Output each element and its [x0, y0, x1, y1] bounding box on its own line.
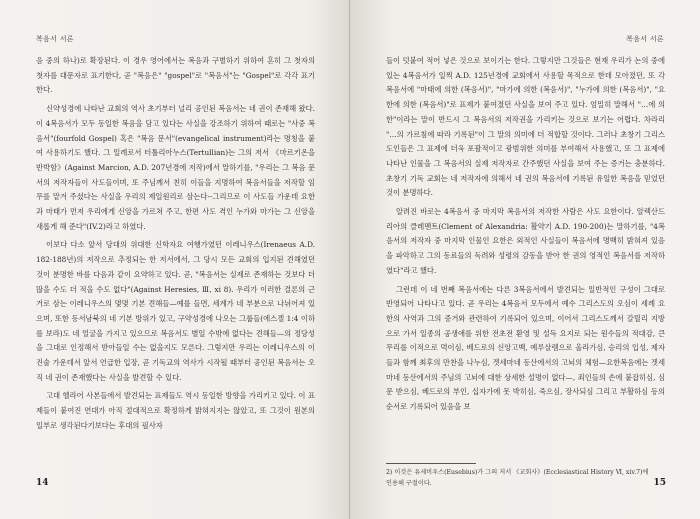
page-body: [36, 54, 315, 438]
page-body: [386, 54, 665, 419]
page-number: 14: [36, 478, 49, 488]
right-page: [350, 0, 700, 519]
paragraph: 음 중의 하나)로 확장된다. 이 경우 영어에서는 복음과 구별하기 위하여 흔히 그 첫자의 첫자를 대문자로 표기한다, 곧 "복음은" "gospel"로 "복음서"는 "Gospel"로 각각 표기한다.: [36, 56, 315, 95]
page-number: 15: [653, 478, 666, 488]
running-header: 복음서 서론: [36, 35, 74, 43]
paragraph: 그런데 이 네 번째 복음서에는 다른 3복음서에서 발견되는 일반적인 구성이 그대로 반영되어 나타나고 있다. 곧 우리는 4복음서 모두에서 예수 그리스도의 오심이 세례 요한의 사역과 그의 증거와 관련하여 기록되어 있으며, 이어서 그리스도께서 갈릴리 지방으로 가서 일종의 공생애를 위한 전초전 환영 및 설득 요지로 되는 원수들의 적대감, 큰 무리를 이적으로 먹이심, 베드로의 신앙고백, 예루살렘으로 올라가심, 승리의 입성, 제자들과 함께 최후의 만찬을 나누심, 겟세마네 동산에서의 고뇌의 체험—요한복음에는 겟세마네 동산에서의 주님의 고뇌에 대한 상세한 설명이 없다—, 죄인들의 손에 붙잡히심, 심문 받으심, 베드로의 부인, 십자가에 못 박히심, 죽으심, 장사되심 그리고 부활하심 등의 순서로 기록되어 있음을 보: [386, 284, 665, 412]
paragraph: 신약성경에 나타난 교회의 역사 초기부터 널리 공인된 복음서는 네 권이 존재해 왔다. 이 4복음서가 모두 동일한 복음을 담고 있다는 사실을 강조하기 위하여 때로는 "사중 복음서"(fourfold Gospel) 혹은 "복음 문서"(evangelical instrument)라는 명칭을 붙여 사용하기도 했다. 그 일례로서 터툴리아누스(Tertullian)는 그의 저서 《마르키온을 반박함》(Against Marcion, A.D. 207년경에 저작)에서 말하기를, "우리는 그 복음 문서의 저작자들이 사도들이며, 또 주님께서 친히 이들을 지명하여 복음서들을 저작할 임무를 맡겨 주셨다는 사실을 우리의 제일원리로 삼는다--그리므로 이 사도들 가운데 요한과 마태가 먼저 우리에게 신앙을 가르쳐 주고, 한편 사도 격인 누가와 마가는 그 신앙을 새롭게 해 준다"(IV.2)라고 하였다.: [36, 104, 315, 231]
paragraph: 알려진 바로는 4복음서 중 마지막 복음서의 저작한 사람은 사도 요한이다. 알렉산드리아의 클레멘트(Clement of Alexandria: 활약기 A.D. 190-200)는 말하기를, "4복음서의 저작자 중 마지막 인물인 요한은 외적인 사실들이 복음서에 명백히 밝혀져 있음을 파악하고 그의 동료들의 독려와 성령의 감동을 받아 한 권의 영적인 복음서를 저작하였다"라고 했다.: [386, 207, 665, 275]
paragraph: 고대 헬라어 사본들에서 발견되는 표제들도 역시 동일한 방향을 가리키고 있다. 이 표제들이 붙여진 연대가 아직 절대적으로 확정하게 밝혀지지는 않았고, 또 그것이 원본의 일부로 생각된다기보다는 후대의 필사자: [36, 391, 315, 430]
paragraph: 이보다 다소 앞서 당대의 위대한 신학자요 여행가였던 이레니우스(Irenaeus A.D. 182-188년)의 저작으로 추정되는 한 저서에서, 그 당시 모든 교회의 입지된 견해였던 것이 분명한 바를 다음과 같이 요약하고 있다. 곧, "복음서는 실제로 존재하는 것보다 더 많을 수도 더 적을 수도 없다"(Against Heresies, Ⅲ, xi 8). 우리가 이러한 결론의 근거로 삼는 이레니우스의 몇몇 기본 견해들—예를 들면, 세계가 네 부분으로 나뉘어져 있으며, 또한 동서남북의 네 기본 방위가 있고, 구약성경에 나오는 그룹들(에스겔 1:4 이하를 보라)도 네 얼굴을 가지고 있으므로 복음서도 별일 수밖에 없다는 견해들—의 정당성을 그대로 인정해서 받아들일 수는 없을지도 모른다. 그렇지만 우리는 이레니우스의 이 진술 가운데서 앞서 언급한 입장, 곧 기독교의 역사가 시작될 때부터 공인된 복음서는 오직 네 권이 존재했다는 사실을 발견할 수 있다.: [36, 240, 315, 382]
paragraph: 들이 덧붙여 적어 넣은 것으로 보이기는 한다. 그렇지만 그것들은 현재 우리가 논의 중에 있는 4복음서가 일찍 A.D. 125년경에 교회에서 사용할 목적으로 한데 모아졌던, 또 각 복음서에 "마태에 의한 (복음서)", "마가에 의한 (복음서)", "누가에 의한 (복음서)", "요한에 의한 (복음서)"로 표제가 붙여졌던 사실을 보여 주고 있다. 엄밀히 말해서 "…에 의한"이라는 말이 반드시 그 복음서의 저작권을 가리키는 것으로 보기는 어렵다. 차라리 "…의 가르침에 따라 기록된"이 그 말의 의미에 더 적합할 것이다. 그러나 초창기 그리스도인들은 그 표제에 더욱 포괄적이고 광범위한 의미를 부여해서 사용했고, 또 그 표제에 나타난 인물을 그 복음서의 실제 저작자로 간주했던 사실을 보여 주는 증거는 충분하다. 초창기 기독 교회는 네 저작자에 의해서 네 권의 복음서에 기록된 유일한 복음을 믿었던 것이 분명하다.: [386, 56, 665, 198]
footnote: 2) 이것은 유세비우스(Eusebius)가 그의 저서 《교회사》(Ecclesiastical History Ⅵ, xiv.7)에 인용해 구절이다.: [386, 469, 649, 487]
footnote-rule: [386, 463, 476, 464]
running-header: 복음서 서론: [626, 35, 664, 43]
